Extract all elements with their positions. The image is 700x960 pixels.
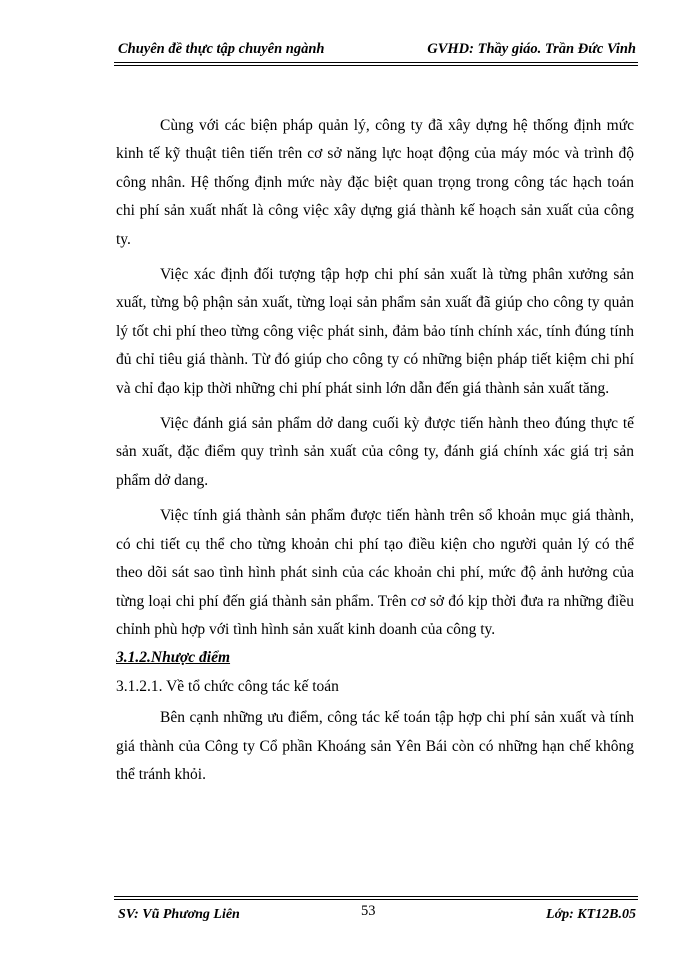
- footer-student: SV: Vũ Phương Liên: [118, 907, 240, 922]
- footer-rule-thick: [114, 896, 638, 897]
- page-body: [116, 112, 634, 789]
- subsection-heading: 3.1.2.1. Về tổ chức công tác kế toán: [116, 677, 339, 695]
- paragraph-1: Cùng với các biện pháp quản lý, công ty đã xây dựng hệ thống định mức kinh tế kỹ thuật tiên tiến trên cơ sở năng lực hoạt động của máy móc và trình độ công nhân. Hệ thống định mức này đặc biệt quan trọng trong công tác hạch toán chi phí sản xuất nhất là công việc xây dựng giá thành kế hoạch sản xuất của công ty.: [116, 117, 634, 248]
- footer-class: Lớp: KT12B.05: [546, 907, 636, 922]
- page-header: [118, 38, 636, 60]
- section-heading: 3.1.2.Nhược điểm: [116, 649, 231, 667]
- paragraph-3: Việc đánh giá sản phẩm dở dang cuối kỳ được tiến hành theo đúng thực tế sản xuất, đặc điểm quy trình sản xuất của công ty, đánh giá chính xác giá trị sản phẩm dở dang.: [116, 415, 634, 489]
- paragraph-4: Việc tính giá thành sản phẩm được tiến hành trên sổ khoản mục giá thành, có chi tiết cụ thể cho từng khoản chi phí tạo điều kiện cho người quản lý có thể theo dõi sát sao tình hình phát sinh của các khoản chi phí, mức độ ảnh hưởng của từng loại chi phí đến giá thành sản phẩm. Trên cơ sở đó kịp thời đưa ra những điều chỉnh phù hợp với tình hình sản xuất kinh doanh của công ty.: [116, 507, 634, 638]
- page-footer: [118, 900, 636, 922]
- page-number: 53: [361, 903, 376, 919]
- header-rule-thin: [114, 65, 638, 66]
- header-document-title: Chuyên đề thực tập chuyên ngành: [118, 41, 325, 57]
- header-rule-thick: [114, 62, 638, 63]
- paragraph-5: Bên cạnh những ưu điểm, công tác kế toán tập hợp chi phí sản xuất và tính giá thành của Công ty Cổ phần Khoáng sản Yên Bái còn có những hạn chế không thể tránh khỏi.: [116, 709, 634, 783]
- header-advisor: GVHD: Thầy giáo. Trần Đức Vinh: [427, 41, 636, 57]
- paragraph-2: Việc xác định đối tượng tập hợp chi phí sản xuất là từng phân xưởng sản xuất, từng bộ phận sản xuất, từng loại sản phẩm sản xuất đã giúp cho công ty quản lý tốt chi phí theo từng công việc phát sinh, đảm bảo tính chính xác, tính đúng tính đủ chỉ tiêu giá thành. Từ đó giúp cho công ty có những biện pháp tiết kiệm chi phí và chỉ đạo kịp thời những chi phí phát sinh lớn dẫn đến giá thành sản xuất tăng.: [116, 266, 634, 397]
